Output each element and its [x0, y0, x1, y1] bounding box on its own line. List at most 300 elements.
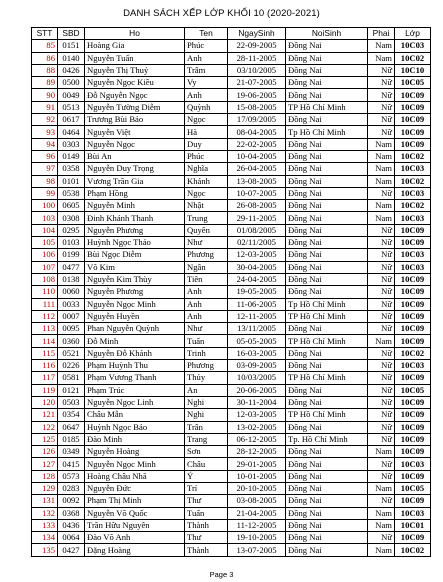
cell-ngaysinh: 08-04-2005	[228, 126, 286, 138]
table-row	[32, 175, 431, 187]
cell-ngaysinh: 12-03-2005	[228, 249, 286, 261]
cell-ngaysinh: 19-06-2005	[228, 89, 286, 101]
cell-ngaysinh: 10/03/2005	[228, 372, 286, 384]
cell-sbd: 0049	[58, 89, 85, 101]
cell-ho: Nguyễn Kim Thùy	[85, 273, 185, 285]
cell-ten: Quyên	[185, 224, 228, 236]
cell-phai: Nam	[368, 52, 395, 64]
cell-noisinh: Đồng Nai	[286, 64, 368, 76]
header-phai: Phai	[368, 28, 395, 40]
cell-phai: Nam	[368, 40, 395, 52]
table-row	[32, 273, 431, 285]
cell-ho: Nguyễn Phương	[85, 286, 185, 298]
cell-ho: Vương Trần Gia	[85, 175, 185, 187]
cell-lop: 10C09	[395, 89, 431, 101]
cell-noisinh: Đồng Nai	[286, 150, 368, 162]
cell-ngaysinh: 20-06-2005	[228, 384, 286, 396]
cell-lop: 10C03	[395, 249, 431, 261]
cell-sbd: 0354	[58, 409, 85, 421]
cell-lop: 10C02	[395, 347, 431, 359]
table-row	[32, 396, 431, 408]
cell-sbd: 0138	[58, 273, 85, 285]
cell-noisinh: Tp Hồ Chí Minh	[286, 298, 368, 310]
cell-ngaysinh: 20-10-2005	[228, 482, 286, 494]
header-stt: STT	[32, 28, 58, 40]
cell-sbd: 0303	[58, 138, 85, 150]
cell-sbd: 0358	[58, 163, 85, 175]
cell-phai: Nữ	[368, 470, 395, 482]
cell-phai: Nữ	[368, 433, 395, 445]
cell-sbd: 0101	[58, 175, 85, 187]
cell-ho: Trương Bùi Bảo	[85, 114, 185, 126]
header-noisinh: NoiSinh	[286, 28, 368, 40]
cell-ho: Võ Kim	[85, 261, 185, 273]
cell-ten: Ngọc	[185, 187, 228, 199]
cell-lop: 10C09	[395, 470, 431, 482]
cell-lop: 10C05	[395, 77, 431, 89]
cell-ho: Hoàng Châu Nhã	[85, 470, 185, 482]
cell-noisinh: Đồng Nai	[286, 446, 368, 458]
cell-ten: Châu	[185, 458, 228, 470]
cell-phai: Nữ	[368, 101, 395, 113]
cell-phai: Nữ	[368, 495, 395, 507]
table-row	[32, 40, 431, 52]
table-row	[32, 163, 431, 175]
cell-ten: Khánh	[185, 175, 228, 187]
cell-ten: Nghi	[185, 409, 228, 421]
cell-lop: 10C03	[395, 212, 431, 224]
cell-phai: Nữ	[368, 187, 395, 199]
cell-lop: 10C09	[395, 495, 431, 507]
cell-sbd: 0500	[58, 77, 85, 89]
cell-stt: 110	[32, 286, 58, 298]
table-row	[32, 372, 431, 384]
cell-stt: 89	[32, 77, 58, 89]
cell-phai: Nữ	[368, 347, 395, 359]
cell-ten: An	[185, 384, 228, 396]
cell-lop: 10C03	[395, 360, 431, 372]
cell-sbd: 0121	[58, 384, 85, 396]
cell-noisinh: Tp Hồ Chí Minh	[286, 126, 368, 138]
table-row	[32, 224, 431, 236]
cell-ngaysinh: 03/10/2005	[228, 64, 286, 76]
cell-sbd: 0103	[58, 237, 85, 249]
cell-noisinh: Đồng Nai	[286, 360, 368, 372]
cell-ngaysinh: 03-09-2005	[228, 360, 286, 372]
table-row	[32, 150, 431, 162]
cell-ngaysinh: 10-04-2005	[228, 150, 286, 162]
cell-ten: Trinh	[185, 347, 228, 359]
cell-lop: 10C09	[395, 396, 431, 408]
cell-phai: Nữ	[368, 409, 395, 421]
cell-ten: Trí	[185, 482, 228, 494]
cell-sbd: 0605	[58, 200, 85, 212]
table-row	[32, 421, 431, 433]
cell-ho: Đinh Khánh Thanh	[85, 212, 185, 224]
cell-sbd: 0199	[58, 249, 85, 261]
cell-stt: 112	[32, 310, 58, 322]
cell-lop: 10C09	[395, 298, 431, 310]
cell-ho: Phạm Hồng	[85, 187, 185, 199]
cell-phai: Nam	[368, 200, 395, 212]
cell-ten: Thư	[185, 532, 228, 544]
cell-noisinh: Đồng Nai	[286, 89, 368, 101]
cell-sbd: 0151	[58, 40, 85, 52]
cell-noisinh: Đồng Nai	[286, 286, 368, 298]
cell-ngaysinh: 21-04-2005	[228, 507, 286, 519]
cell-ho: Nguyễn Duy Trọng	[85, 163, 185, 175]
cell-ten: Quỳnh	[185, 101, 228, 113]
table-row	[32, 200, 431, 212]
cell-stt: 85	[32, 40, 58, 52]
cell-ho: Phạm Huỳnh Thu	[85, 360, 185, 372]
cell-ngaysinh: 29-11-2005	[228, 212, 286, 224]
cell-ngaysinh: 26-08-2005	[228, 200, 286, 212]
cell-stt: 91	[32, 101, 58, 113]
table-row	[32, 323, 431, 335]
cell-phai: Nữ	[368, 126, 395, 138]
cell-lop: 10C09	[395, 446, 431, 458]
cell-phai: Nam	[368, 335, 395, 347]
cell-noisinh: Đồng Nai	[286, 532, 368, 544]
cell-ten: Phương	[185, 249, 228, 261]
cell-ten: Ngân	[185, 261, 228, 273]
cell-ten: Thủy	[185, 372, 228, 384]
cell-ten: Sơn	[185, 446, 228, 458]
cell-ho: Nguyễn Phương	[85, 224, 185, 236]
cell-sbd: 0427	[58, 544, 85, 556]
cell-phai: Nữ	[368, 298, 395, 310]
cell-noisinh: Đồng Nai	[286, 384, 368, 396]
cell-ngaysinh: 06-12-2005	[228, 433, 286, 445]
cell-sbd: 0095	[58, 323, 85, 335]
table-row	[32, 249, 431, 261]
cell-ho: Nguyễn Đỗ Khánh	[85, 347, 185, 359]
cell-stt: 117	[32, 372, 58, 384]
cell-ten: Anh	[185, 298, 228, 310]
cell-lop: 10C03	[395, 163, 431, 175]
cell-stt: 135	[32, 544, 58, 556]
table-row	[32, 310, 431, 322]
header-ten: Ten	[185, 28, 228, 40]
table-body	[32, 40, 431, 556]
table-row	[32, 532, 431, 544]
cell-ho: Nguyễn Hoàng	[85, 446, 185, 458]
cell-phai: Nam	[368, 163, 395, 175]
cell-phai: Nam	[368, 519, 395, 531]
cell-sbd: 0033	[58, 298, 85, 310]
cell-noisinh: Đồng Nai	[286, 482, 368, 494]
cell-ngaysinh: 22-09-2005	[228, 40, 286, 52]
cell-stt: 103	[32, 212, 58, 224]
cell-lop: 10C09	[395, 138, 431, 150]
cell-sbd: 0513	[58, 101, 85, 113]
cell-sbd: 0007	[58, 310, 85, 322]
cell-ngaysinh: 29-01-2005	[228, 458, 286, 470]
cell-ho: Nguyễn Ngọc Linh	[85, 396, 185, 408]
cell-sbd: 0185	[58, 433, 85, 445]
cell-ten: Trâm	[185, 64, 228, 76]
cell-ho: Bùi Ngọc Diễm	[85, 249, 185, 261]
cell-ten: Nghĩa	[185, 163, 228, 175]
cell-stt: 104	[32, 224, 58, 236]
table-row	[32, 409, 431, 421]
table-row	[32, 458, 431, 470]
table-row	[32, 237, 431, 249]
cell-sbd: 0521	[58, 347, 85, 359]
cell-ten: Như	[185, 323, 228, 335]
cell-ngaysinh: 11-06-2005	[228, 298, 286, 310]
cell-ngaysinh: 19-10-2005	[228, 532, 286, 544]
table-row	[32, 77, 431, 89]
cell-phai: Nữ	[368, 532, 395, 544]
cell-ho: Nguyễn Ngọc	[85, 138, 185, 150]
cell-ho: Phan Nguyễn Quỳnh	[85, 323, 185, 335]
cell-stt: 99	[32, 187, 58, 199]
cell-noisinh: Đồng Nai	[286, 175, 368, 187]
cell-ho: Nguyễn Ngọc Minh	[85, 458, 185, 470]
cell-ngaysinh: 10-07-2005	[228, 187, 286, 199]
table-row	[32, 126, 431, 138]
cell-ho: Nguyễn Huyền	[85, 310, 185, 322]
cell-stt: 116	[32, 360, 58, 372]
cell-stt: 131	[32, 495, 58, 507]
table-row	[32, 507, 431, 519]
cell-phai: Nam	[368, 138, 395, 150]
cell-noisinh: Đồng Nai	[286, 507, 368, 519]
table-row	[32, 335, 431, 347]
cell-noisinh: Đồng Nai	[286, 458, 368, 470]
cell-noisinh: Đồng Nai	[286, 323, 368, 335]
cell-phai: Nữ	[368, 114, 395, 126]
cell-ho: Đỗ Minh	[85, 335, 185, 347]
cell-stt: 105	[32, 237, 58, 249]
cell-lop: 10C03	[395, 261, 431, 273]
cell-lop: 10C09	[395, 126, 431, 138]
cell-phai: Nam	[368, 544, 395, 556]
cell-ngaysinh: 01/08/2005	[228, 224, 286, 236]
cell-noisinh: Đồng Nai	[286, 347, 368, 359]
cell-lop: 10C02	[395, 150, 431, 162]
cell-phai: Nam	[368, 212, 395, 224]
cell-lop: 10C09	[395, 101, 431, 113]
cell-ho: Bùi An	[85, 150, 185, 162]
cell-stt: 133	[32, 519, 58, 531]
cell-ten: Nhật	[185, 200, 228, 212]
cell-sbd: 0060	[58, 286, 85, 298]
cell-ngaysinh: 13-02-2005	[228, 421, 286, 433]
cell-noisinh: Đồng Nai	[286, 237, 368, 249]
cell-sbd: 0426	[58, 64, 85, 76]
cell-stt: 108	[32, 273, 58, 285]
table-row	[32, 446, 431, 458]
table-row	[32, 544, 431, 556]
cell-stt: 98	[32, 175, 58, 187]
cell-phai: Nữ	[368, 249, 395, 261]
cell-lop: 10C03	[395, 458, 431, 470]
cell-sbd: 0436	[58, 519, 85, 531]
cell-lop: 10C09	[395, 237, 431, 249]
cell-sbd: 0140	[58, 52, 85, 64]
cell-lop: 10C03	[395, 40, 431, 52]
table-header-row	[32, 28, 431, 40]
page-number: Page 3	[209, 570, 234, 579]
table-row	[32, 114, 431, 126]
cell-noisinh: Đồng Nai	[286, 261, 368, 273]
cell-ten: Tuấn	[185, 507, 228, 519]
cell-lop: 10C09	[395, 286, 431, 298]
cell-noisinh: Đồng Nai	[286, 470, 368, 482]
cell-noisinh: Đồng Nai	[286, 40, 368, 52]
cell-ho: Hoàng Gia	[85, 40, 185, 52]
cell-stt: 114	[32, 335, 58, 347]
cell-ngaysinh: 17/09/2005	[228, 114, 286, 126]
cell-sbd: 0538	[58, 187, 85, 199]
cell-ten: Nghi	[185, 396, 228, 408]
table-row	[32, 347, 431, 359]
cell-ho: Nguyễn Thị Thuỷ	[85, 64, 185, 76]
cell-ngaysinh: 12-03-2005	[228, 409, 286, 421]
cell-stt: 113	[32, 323, 58, 335]
cell-noisinh: Đồng Nai	[286, 273, 368, 285]
cell-stt: 107	[32, 261, 58, 273]
cell-ho: Nguyễn Ngọc Minh	[85, 298, 185, 310]
table-row	[32, 495, 431, 507]
cell-ngaysinh: 16-03-2005	[228, 347, 286, 359]
cell-sbd: 0368	[58, 507, 85, 519]
cell-ten: Trung	[185, 212, 228, 224]
class-list-table	[31, 27, 431, 557]
cell-phai: Nam	[368, 150, 395, 162]
cell-lop: 10C09	[395, 372, 431, 384]
cell-ho: Nguyễn Tuấn	[85, 52, 185, 64]
table-row	[32, 433, 431, 445]
header-ho: Ho	[85, 28, 185, 40]
cell-lop: 10C02	[395, 200, 431, 212]
cell-noisinh: TP Hồ Chí Minh	[286, 101, 368, 113]
cell-phai: Nữ	[368, 372, 395, 384]
cell-sbd: 0226	[58, 360, 85, 372]
cell-stt: 126	[32, 446, 58, 458]
cell-phai: Nữ	[368, 261, 395, 273]
cell-ten: Trang	[185, 433, 228, 445]
cell-noisinh: TP Hồ Chí Minh	[286, 335, 368, 347]
cell-lop: 10C02	[395, 544, 431, 556]
cell-lop: 10C02	[395, 52, 431, 64]
cell-ten: Ngọc	[185, 114, 228, 126]
cell-lop: 10C09	[395, 310, 431, 322]
cell-phai: Nữ	[368, 273, 395, 285]
cell-ten: Tiên	[185, 273, 228, 285]
cell-stt: 97	[32, 163, 58, 175]
cell-ho: Trần Hữu Nguyên	[85, 519, 185, 531]
cell-lop: 10C09	[395, 433, 431, 445]
cell-phai: Nam	[368, 446, 395, 458]
header-ngaysinh: NgaySinh	[228, 28, 286, 40]
header-sbd: SBD	[58, 28, 85, 40]
cell-phai: Nữ	[368, 421, 395, 433]
cell-stt: 125	[32, 433, 58, 445]
cell-ngaysinh: 13/11/2005	[228, 323, 286, 335]
cell-phai: Nam	[368, 482, 395, 494]
cell-lop: 10C09	[395, 224, 431, 236]
cell-lop: 10C05	[395, 384, 431, 396]
cell-noisinh: Đồng Nai	[286, 187, 368, 199]
table-row	[32, 470, 431, 482]
cell-lop: 10C09	[395, 532, 431, 544]
cell-ngaysinh: 30-11-2004	[228, 396, 286, 408]
cell-noisinh: Đồng Nai	[286, 212, 368, 224]
cell-noisinh: Đồng Nai	[286, 519, 368, 531]
cell-ten: Phúc	[185, 150, 228, 162]
cell-lop: 10C03	[395, 187, 431, 199]
cell-ho: Nguyễn Việt	[85, 126, 185, 138]
cell-ho: Đào Minh	[85, 433, 185, 445]
cell-noisinh: Đồng Nai	[286, 114, 368, 126]
table-row	[32, 138, 431, 150]
cell-phai: Nữ	[368, 89, 395, 101]
cell-ngaysinh: 28-11-2005	[228, 52, 286, 64]
cell-stt: 121	[32, 409, 58, 421]
cell-sbd: 0573	[58, 470, 85, 482]
cell-ho: Phạm Trúc	[85, 384, 185, 396]
cell-lop: 10C09	[395, 273, 431, 285]
cell-stt: 120	[32, 396, 58, 408]
table-row	[32, 52, 431, 64]
table-row	[32, 482, 431, 494]
cell-ho: Nguyễn Minh	[85, 200, 185, 212]
cell-ho: Phạm Vương Thanh	[85, 372, 185, 384]
cell-noisinh: Đồng Nai	[286, 396, 368, 408]
cell-noisinh: Đồng Nai	[286, 163, 368, 175]
cell-ngaysinh: 26-04-2005	[228, 163, 286, 175]
cell-phai: Nữ	[368, 360, 395, 372]
cell-stt: 129	[32, 482, 58, 494]
cell-phai: Nữ	[368, 286, 395, 298]
cell-ngaysinh: 13-07-2005	[228, 544, 286, 556]
cell-noisinh: Đồng Nai	[286, 544, 368, 556]
cell-sbd: 0647	[58, 421, 85, 433]
table-row	[32, 89, 431, 101]
cell-noisinh: Đồng Nai	[286, 421, 368, 433]
cell-ten: Duy	[185, 138, 228, 150]
table-row	[32, 101, 431, 113]
cell-ngaysinh: 05-05-2005	[228, 335, 286, 347]
table-row	[32, 261, 431, 273]
cell-ten: Ý	[185, 470, 228, 482]
cell-sbd: 0617	[58, 114, 85, 126]
cell-ho: Nguyễn Đức	[85, 482, 185, 494]
cell-sbd: 0149	[58, 150, 85, 162]
document-title: DANH SÁCH XẾP LỚP KHỐI 10 (2020-2021)	[123, 8, 320, 19]
cell-stt: 128	[32, 470, 58, 482]
cell-lop: 10C01	[395, 519, 431, 531]
cell-phai: Nữ	[368, 77, 395, 89]
cell-ten: Vy	[185, 77, 228, 89]
cell-noisinh: Đồng Nai	[286, 52, 368, 64]
cell-stt: 127	[32, 458, 58, 470]
cell-ngaysinh: 21-07-2005	[228, 77, 286, 89]
cell-ten: Thư	[185, 495, 228, 507]
cell-noisinh: Đồng Nai	[286, 138, 368, 150]
cell-ten: Anh	[185, 89, 228, 101]
cell-noisinh: Tp. Hồ Chí Minh	[286, 433, 368, 445]
cell-stt: 122	[32, 421, 58, 433]
cell-phai: Nữ	[368, 224, 395, 236]
cell-lop: 10C09	[395, 421, 431, 433]
table-row	[32, 286, 431, 298]
cell-stt: 92	[32, 114, 58, 126]
